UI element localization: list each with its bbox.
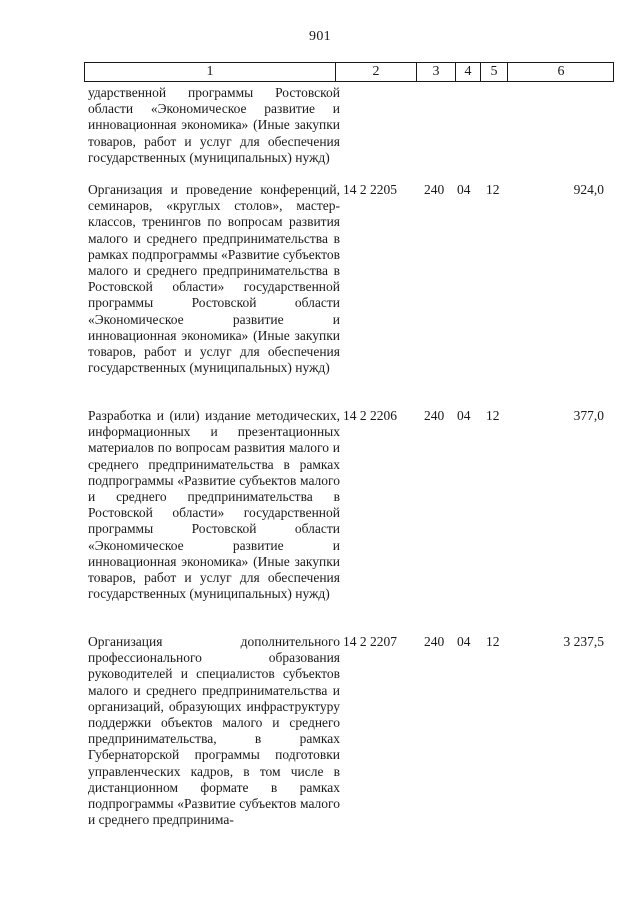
header-divider	[416, 63, 417, 81]
row-type: 240	[424, 182, 445, 197]
table-row	[84, 182, 614, 408]
row-type: 240	[424, 408, 445, 423]
header-col-5: 5	[490, 64, 498, 79]
row-description: Разработка и (или) издание методических, информационных и презентационных материалов по вопросам развития малого и среднего предпринимательства в рамках подпрограммы «Развитие субъектов малого и среднего предпринимательства в Ростовской области» государственной программы Ростовской области «Экономическое развитие и инновационная экономика» (Иные закупки товаров, работ и услуг для обеспечения государственных (муниципальных) нужд)	[88, 408, 340, 602]
table-row	[84, 82, 614, 182]
header-divider	[480, 63, 481, 81]
header-divider	[455, 63, 456, 81]
row-subsection: 12	[486, 408, 500, 423]
row-type: 240	[424, 634, 445, 649]
row-description: Организация дополнительного профессионального образования руководителей и специалистов субъектов малого и среднего предпринимательства и организаций, образующих инфраструктуру поддержки объектов малого и среднего предпринимательства, в рамках Губернаторской программы подготовки управленческих кадров, в том числе в дистанционном формате в рамках подпрограммы «Развитие субъектов малого и среднего предпринима-	[88, 634, 340, 828]
table-body	[84, 82, 614, 854]
header-col-1: 1	[206, 64, 214, 79]
row-amount: 924,0	[573, 182, 604, 197]
page-number: 901	[309, 29, 331, 44]
budget-table	[84, 62, 614, 854]
row-section: 04	[457, 634, 471, 649]
row-amount: 377,0	[573, 408, 604, 423]
header-divider	[507, 63, 508, 81]
row-subsection: 12	[486, 634, 500, 649]
row-section: 04	[457, 408, 471, 423]
row-section: 04	[457, 182, 471, 197]
table-header-row	[84, 62, 614, 82]
header-col-3: 3	[432, 64, 440, 79]
row-amount: 3 237,5	[563, 634, 604, 649]
table-row	[84, 408, 614, 634]
row-description: ударственной программы Ростовской области «Экономическое развитие и инновационная экономика» (Иные закупки товаров, работ и услуг для обеспечения государственных (муниципальных) нужд)	[88, 85, 340, 165]
row-code: 14 2 2206	[343, 408, 397, 423]
row-subsection: 12	[486, 182, 500, 197]
table-row	[84, 634, 614, 854]
header-divider	[335, 63, 336, 81]
header-col-6: 6	[557, 64, 565, 79]
header-col-2: 2	[372, 64, 380, 79]
header-col-4: 4	[464, 64, 472, 79]
row-code: 14 2 2205	[343, 182, 397, 197]
row-code: 14 2 2207	[343, 634, 397, 649]
row-description: Организация и проведение конференций, семинаров, «круглых столов», мастер-классов, тренингов по вопросам развития малого и среднего предпринимательства в рамках подпрограммы «Развитие субъектов малого и среднего предпринимательства в Ростовской области» государственной программы Ростовской области «Экономическое развитие и инновационная экономика» (Иные закупки товаров, работ и услуг для обеспечения государственных (муниципальных) нужд)	[88, 182, 340, 376]
